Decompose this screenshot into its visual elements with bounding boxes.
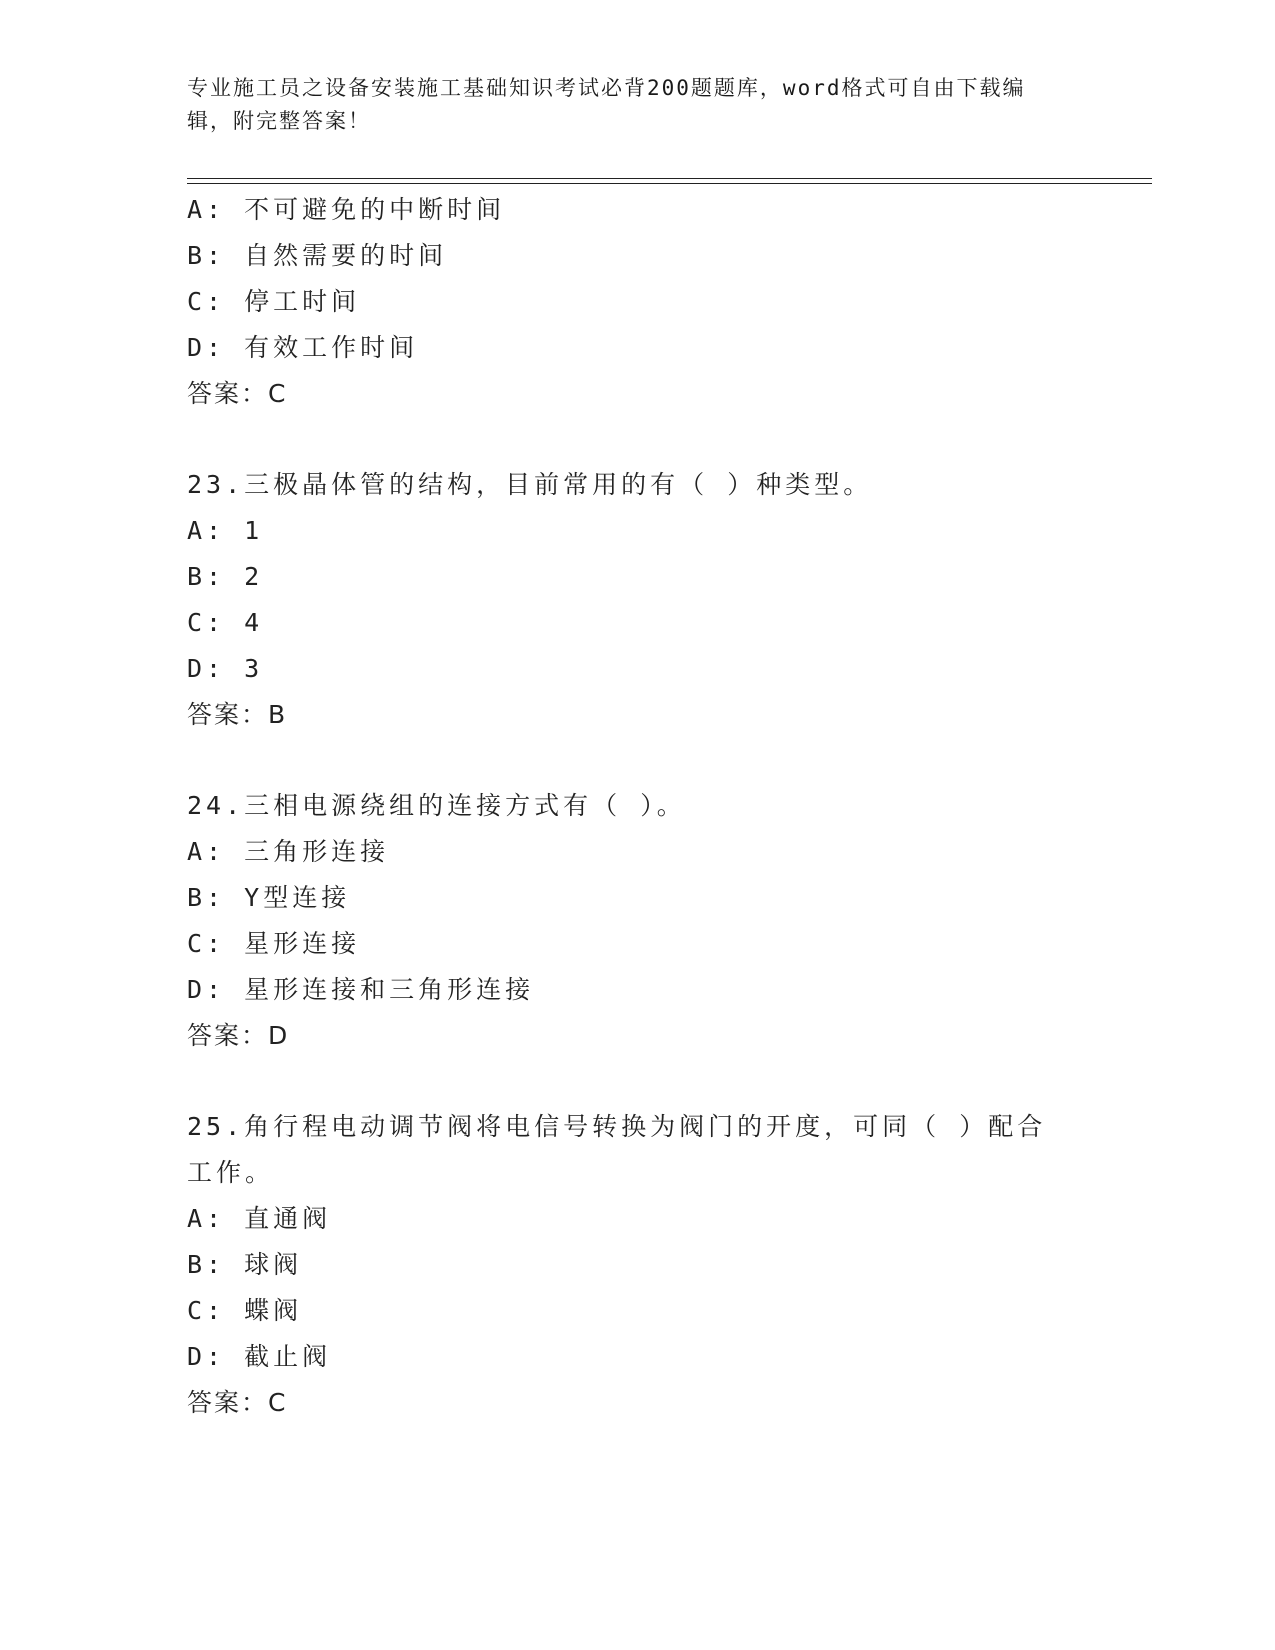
- option-c: C: 停工时间: [187, 287, 361, 316]
- option-d: D: 星形连接和三角形连接: [187, 975, 535, 1004]
- option-b: B: 自然需要的时间: [187, 241, 448, 270]
- option-d: D: 3: [187, 654, 264, 683]
- option-d: D: 有效工作时间: [187, 333, 419, 362]
- spacer: [187, 417, 1087, 462]
- option-a: A: 三角形连接: [187, 837, 390, 866]
- option-a: A: 不可避免的中断时间: [187, 195, 506, 224]
- question-text: 23.三极晶体管的结构，目前常用的有（ ）种类型。: [187, 470, 873, 499]
- question-block-23: [187, 462, 1087, 738]
- question-text: 24.三相电源绕组的连接方式有（ ）。: [187, 791, 686, 820]
- header-divider-top: [187, 178, 1152, 179]
- option-b: B: Y型连接: [187, 883, 351, 912]
- spacer: [187, 1059, 1087, 1104]
- question-block-25: [187, 1104, 1087, 1426]
- question-block-partial: [187, 187, 1087, 417]
- answer: 答案：C: [187, 379, 288, 408]
- option-b: B: 2: [187, 562, 264, 591]
- option-a: A: 直通阀: [187, 1204, 332, 1233]
- spacer: [187, 738, 1087, 783]
- option-b: B: 球阀: [187, 1250, 303, 1279]
- document-header: 专业施工员之设备安装施工基础知识考试必背200题题库，word格式可自由下载编辑，附完整答案！: [187, 76, 1026, 133]
- option-c: C: 4: [187, 608, 264, 637]
- question-text: 25.角行程电动调节阀将电信号转换为阀门的开度，可同（ ）配合工作。: [187, 1112, 1047, 1187]
- question-list: [187, 187, 1087, 1426]
- answer: 答案：D: [187, 1021, 290, 1050]
- answer: 答案：C: [187, 1388, 288, 1417]
- option-a: A: 1: [187, 516, 264, 545]
- answer: 答案：B: [187, 700, 288, 729]
- header-divider-bottom: [187, 183, 1152, 184]
- option-c: C: 星形连接: [187, 929, 361, 958]
- option-d: D: 截止阀: [187, 1342, 332, 1371]
- option-c: C: 蝶阀: [187, 1296, 303, 1325]
- question-block-24: [187, 783, 1087, 1059]
